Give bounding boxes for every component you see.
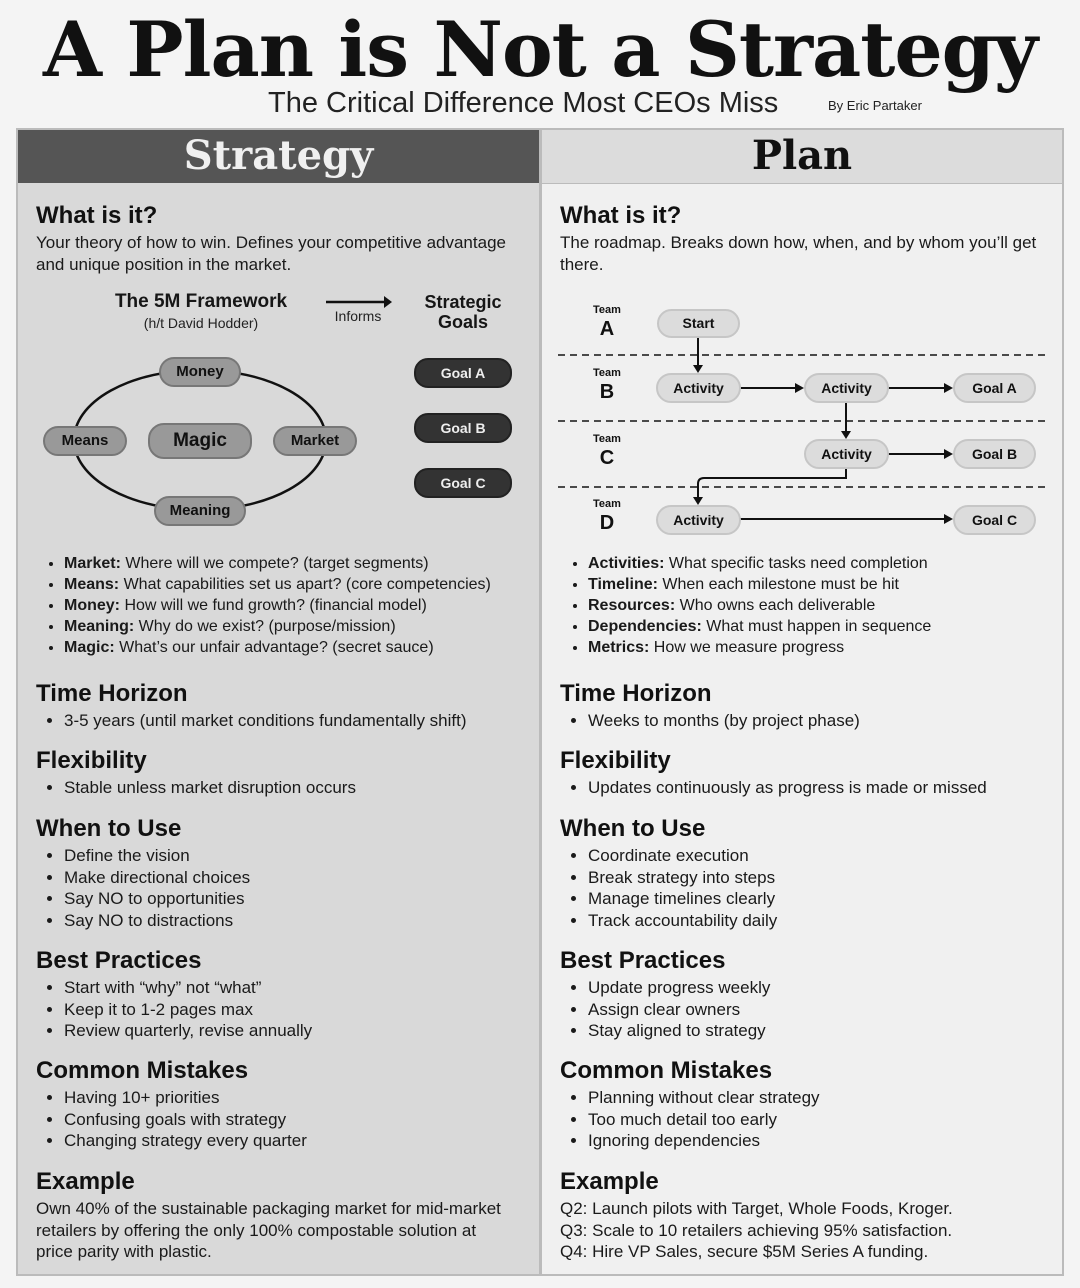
flow-arrowhead: [693, 497, 703, 505]
list-item: • Means: What capabilities set us apart? (core competencies): [64, 574, 526, 595]
list-item: • Money: How will we fund growth? (financial model): [64, 595, 526, 616]
strategy-heading: Strategy: [18, 130, 539, 183]
node-means: Means: [43, 426, 127, 456]
list-item: • Ignoring dependencies: [588, 1130, 1050, 1152]
activity-node: Activity: [804, 439, 889, 469]
list-item: • Updates continuously as progress is made or missed: [588, 777, 1060, 799]
activity-node: Activity: [656, 505, 741, 535]
node-money: Money: [159, 357, 241, 387]
list-item: • Changing strategy every quarter: [64, 1130, 526, 1152]
team-d-label: Team D: [593, 498, 621, 534]
example-line: Q2: Launch pilots with Target, Whole Foods, Kroger.: [560, 1199, 953, 1218]
team-c-label: Team C: [593, 433, 621, 469]
goal-b-node: Goal B: [953, 439, 1036, 469]
section-title: Common Mistakes: [560, 1057, 773, 1084]
list-item: • Start with “why” not “what”: [64, 977, 526, 999]
list-item: • Update progress weekly: [588, 977, 1050, 999]
framework-title: The 5M Framework: [114, 291, 288, 312]
flow-arrowhead: [841, 431, 851, 439]
flow-arrowhead: [693, 365, 703, 373]
list-item: • Track accountability daily: [588, 910, 1050, 932]
strategic-goals-line-1: Strategic: [424, 292, 502, 312]
section-title: When to Use: [560, 815, 706, 842]
section-title: Time Horizon: [36, 680, 188, 707]
start-node: Start: [657, 309, 740, 338]
list-item: • Stable unless market disruption occurs: [64, 777, 526, 799]
section-title: What is it?: [560, 202, 682, 229]
section-title: Best Practices: [560, 947, 726, 974]
author-byline: By Eric Partaker: [828, 98, 922, 113]
goal-c-badge: Goal C: [414, 468, 512, 498]
plan-heading: Plan: [542, 130, 1062, 184]
plan-best-section: [560, 947, 1050, 1042]
list-item: • Resources: Who owns each deliverable: [588, 595, 1050, 616]
list-item: • Market: Where will we compete? (target segments): [64, 553, 526, 574]
flow-arrowhead: [795, 383, 804, 393]
list-item: • Planning without clear strategy: [588, 1087, 1050, 1109]
section-title: Common Mistakes: [36, 1057, 249, 1084]
list-item: • Manage timelines clearly: [588, 888, 1050, 910]
goal-a-badge: Goal A: [414, 358, 512, 388]
list-item: • Coordinate execution: [588, 845, 1050, 867]
goal-c-node: Goal C: [953, 505, 1036, 535]
plan-mistakes-section: [560, 1057, 1050, 1152]
goal-b-badge: Goal B: [414, 413, 512, 443]
list-item: • Stay aligned to strategy: [588, 1020, 1050, 1042]
section-title: Example: [560, 1168, 659, 1195]
section-title: When to Use: [36, 815, 182, 842]
section-text: Own 40% of the sustainable packaging market for mid-market retailers by offering the only 100% compostable solution at price parity with plastic.: [36, 1199, 501, 1261]
plan-flex-section: [560, 747, 1060, 799]
node-magic: Magic: [148, 423, 252, 459]
team-b-label: Team B: [593, 367, 621, 403]
flow-arrowhead: [944, 449, 953, 459]
list-item: • Keep it to 1-2 pages max: [64, 999, 526, 1021]
plan-use-section: [560, 815, 1050, 931]
node-meaning: Meaning: [154, 496, 246, 526]
plan-example-section: [560, 1168, 1050, 1263]
list-item: • Timeline: When each milestone must be hit: [588, 574, 1050, 595]
plan-elements-bullets: [560, 553, 1050, 658]
informs-label: Informs: [334, 308, 382, 324]
plan-time-section: [560, 680, 1050, 732]
list-item: • Metrics: How we measure progress: [588, 637, 1050, 658]
list-item: • Confusing goals with strategy: [64, 1109, 526, 1131]
activity-node: Activity: [656, 373, 741, 403]
activity-node: Activity: [804, 373, 889, 403]
section-text: The roadmap. Breaks down how, when, and by whom you’ll get there.: [560, 233, 1037, 274]
list-item: • Make directional choices: [64, 867, 526, 889]
list-item: • Activities: What specific tasks need completion: [588, 553, 1050, 574]
section-title: Flexibility: [36, 747, 147, 774]
list-item: • Magic: What’s our unfair advantage? (secret sauce): [64, 637, 526, 658]
list-item: • Too much detail too early: [588, 1109, 1050, 1131]
example-line: Q3: Scale to 10 retailers achieving 95% satisfaction.: [560, 1220, 953, 1240]
list-item: • Having 10+ priorities: [64, 1087, 526, 1109]
page-title: A Plan is Not a Strategy: [43, 5, 1037, 94]
flow-arrow: [698, 468, 846, 498]
list-item: • Review quarterly, revise annually: [64, 1020, 526, 1042]
section-title: Example: [36, 1168, 135, 1195]
section-title: What is it?: [36, 202, 158, 229]
list-item: • Dependencies: What must happen in sequence: [588, 616, 1050, 637]
goal-a-node: Goal A: [953, 373, 1036, 403]
strategic-goals-line-2: Goals: [437, 312, 489, 332]
flow-arrowhead: [944, 514, 953, 524]
section-title: Flexibility: [560, 747, 671, 774]
section-text: Your theory of how to win. Defines your competitive advantage and unique position in the market.: [36, 233, 506, 274]
list-item: • 3-5 years (until market conditions fundamentally shift): [64, 710, 526, 732]
list-item: • Say NO to opportunities: [64, 888, 526, 910]
page-subtitle: The Critical Difference Most CEOs Miss: [268, 87, 779, 119]
team-a-label: Team A: [593, 304, 621, 340]
list-item: • Meaning: Why do we exist? (purpose/mission): [64, 616, 526, 637]
flow-arrowhead: [944, 383, 953, 393]
list-item: • Say NO to distractions: [64, 910, 526, 932]
list-item: • Weeks to months (by project phase): [588, 710, 1050, 732]
list-item: • Define the vision: [64, 845, 526, 867]
section-title: Best Practices: [36, 947, 202, 974]
framework-credit: (h/t David Hodder): [143, 315, 259, 331]
list-item: • Break strategy into steps: [588, 867, 1050, 889]
section-title: Time Horizon: [560, 680, 712, 707]
example-line: Q4: Hire VP Sales, secure $5M Series A funding.: [560, 1242, 929, 1261]
node-market: Market: [273, 426, 357, 456]
list-item: • Assign clear owners: [588, 999, 1050, 1021]
